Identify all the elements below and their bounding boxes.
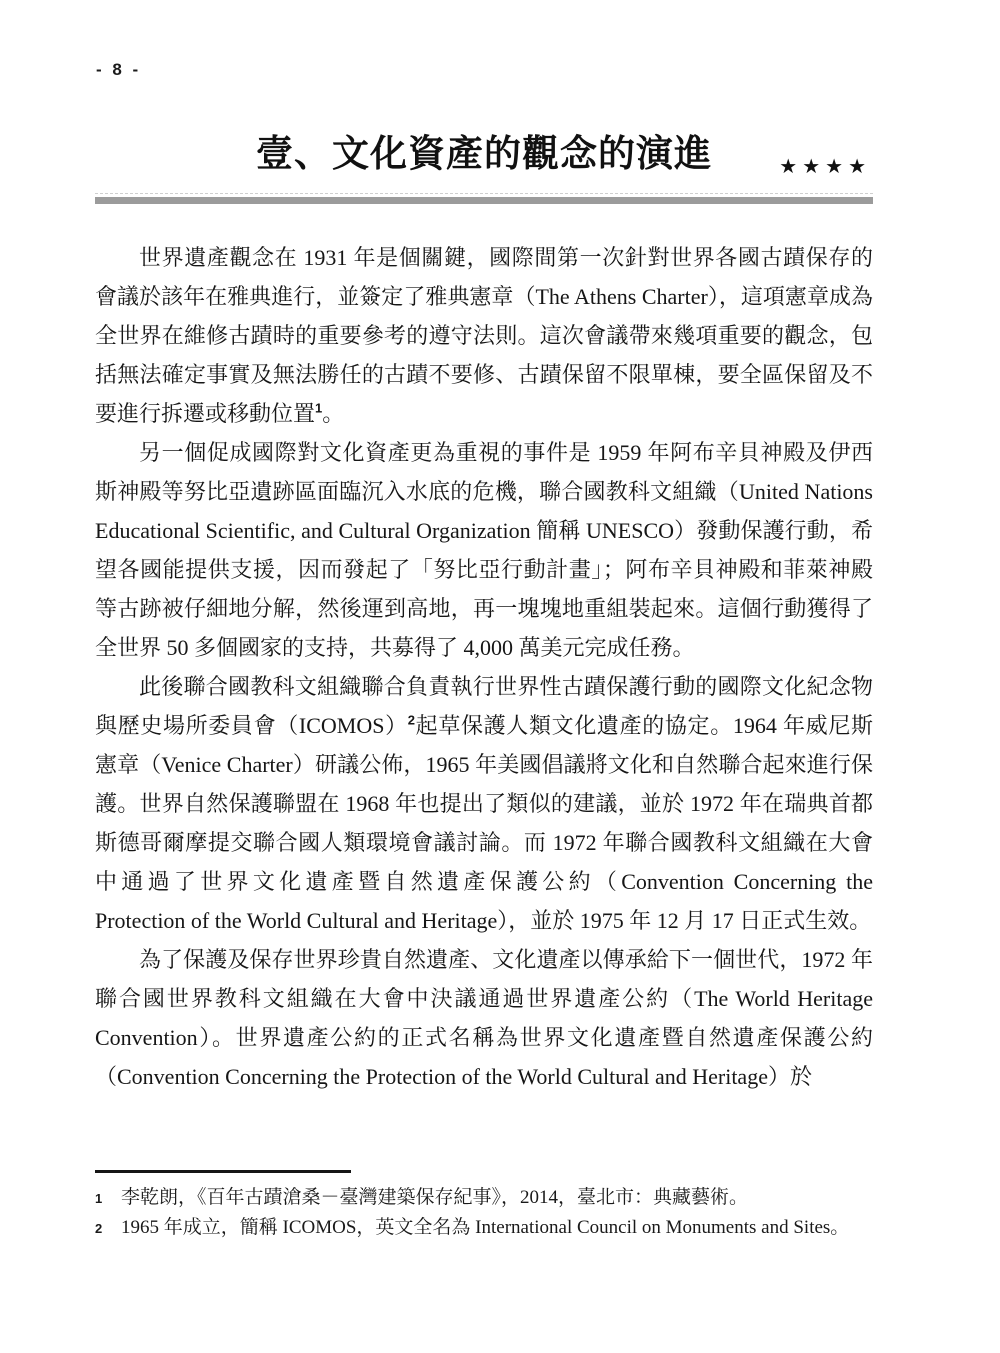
paragraph-4 bbox=[95, 940, 873, 1096]
star-rating-icon: ★★★★ bbox=[779, 154, 871, 178]
footnotes bbox=[95, 1170, 873, 1243]
footnote-2-marker: 2 bbox=[95, 1221, 103, 1236]
footnote-divider bbox=[95, 1170, 351, 1173]
footnote-1 bbox=[95, 1183, 873, 1213]
paragraph-1-text: 世界遺產觀念在 1931 年是個關鍵，國際間第一次針對世界各國古蹟保存的會議於該年在雅典進行，並簽定了雅典憲章（The Athens Charter），這項憲章成為全世界在維修古蹟時的重要參考的遵守法則。這次會議帶來幾項重要的觀念，包括無法確定事實及無法勝任的古蹟不要修、古蹟保留不限單棟，要全區保留及不要進行拆遷或移動位置 bbox=[95, 245, 873, 426]
paragraph-3-tail: 起草保護人類文化遺產的協定。1964 年威尼斯憲章（Venice Charter）研議公佈，1965 年美國倡議將文化和自然聯合起來進行保護。世界自然保護聯盟在 1968 年也提出了類似的建議，並於 1972 年在瑞典首都斯德哥爾摩提交聯合國人類環境會議討論。而 1972 年聯合國教科文組織在大會中通過了世界文化遺產暨自然遺產保護公約（Convention Concerning the Protection of the World Cultural and Heritage），並於 1975 年 12 月 17 日正式生效。 bbox=[95, 713, 873, 933]
title-divider bbox=[95, 193, 873, 204]
page-title: 壹、文化資產的觀念的演進 bbox=[256, 133, 712, 174]
paragraph-2 bbox=[95, 433, 873, 667]
title-divider-bar bbox=[95, 197, 873, 204]
body-text bbox=[95, 238, 873, 1096]
paragraph-4-text: 為了保護及保存世界珍貴自然遺產、文化遺產以傳承給下一個世代，1972 年聯合國世界教科文組織在大會中決議通過世界遺產公約（The World Heritage Convention）。世界遺產公約的正式名稱為世界文化遺產暨自然遺產保護公約（Convention Concerning the Protection of the World Cultural and Heritage）於 bbox=[95, 947, 873, 1089]
footnote-ref-1: 1 bbox=[315, 400, 323, 416]
title-block bbox=[95, 130, 873, 204]
paragraph-3 bbox=[95, 667, 873, 940]
paragraph-1 bbox=[95, 238, 873, 433]
paragraph-3-text: 此後聯合國教科文組織聯合負責執行世界性古蹟保護行動的國際文化紀念物與歷史場所委員會（ICOMOS） bbox=[95, 674, 873, 738]
footnote-2 bbox=[95, 1213, 873, 1243]
footnote-2-text: 1965 年成立，簡稱 ICOMOS，英文全名為 International Council on Monuments and Sites。 bbox=[121, 1217, 850, 1238]
footnote-ref-2: 2 bbox=[407, 712, 416, 728]
title-row bbox=[95, 130, 873, 182]
paragraph-2-text: 另一個促成國際對文化資產更為重視的事件是 1959 年阿布辛貝神殿及伊西斯神殿等努比亞遺跡區面臨沉入水底的危機，聯合國教科文組織（United Nations Educational Scientific, and Cultural Organization 簡稱 UNESCO）發動保護行動，希望各國能提供支援，因而發起了「努比亞行動計畫」；阿布辛貝神殿和菲萊神殿等古跡被仔細地分解，然後運到高地，再一塊塊地重組裝起來。這個行動獲得了全世界 50 多個國家的支持，共募得了 4,000 萬美元完成任務。 bbox=[95, 440, 873, 660]
footnote-1-text: 李乾朗，《百年古蹟滄桑－臺灣建築保存紀事》，2014，臺北市：典藏藝術。 bbox=[121, 1187, 749, 1208]
page-number: - 8 - bbox=[96, 60, 142, 79]
paragraph-1-tail: 。 bbox=[322, 401, 345, 426]
footnote-1-marker: 1 bbox=[95, 1191, 103, 1206]
